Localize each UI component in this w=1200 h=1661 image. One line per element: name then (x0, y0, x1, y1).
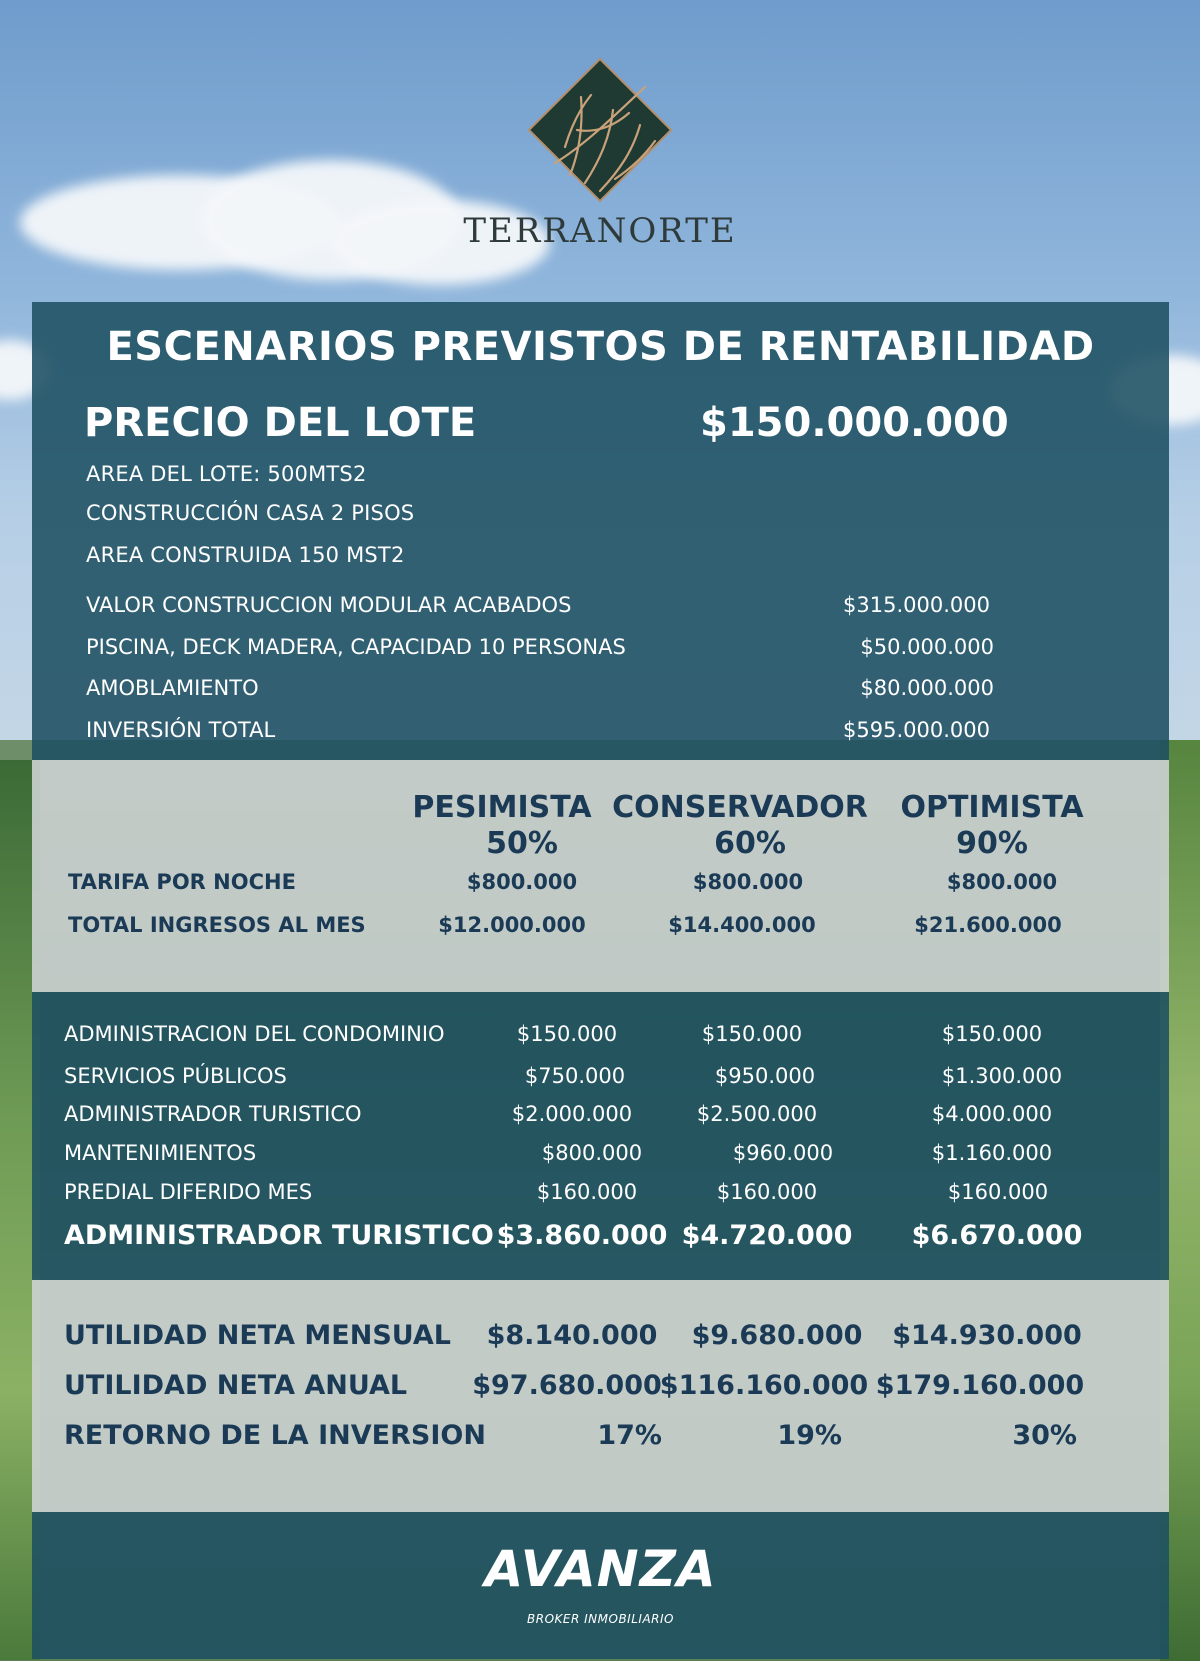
info-line: CONSTRUCCIÓN CASA 2 PISOS (86, 501, 415, 525)
expense-row-label: SERVICIOS PÚBLICOS (64, 1064, 287, 1088)
expense-cell: $2.500.000 (696, 1102, 818, 1126)
expense-cell: $950.000 (714, 1064, 816, 1088)
expense-total-cell: $3.860.000 (496, 1220, 668, 1251)
cost-value: $595.000.000 (843, 718, 990, 742)
cost-label: AMOBLAMIENTO (86, 676, 259, 700)
result-cell: $179.160.000 (875, 1370, 1085, 1401)
scenario-name: PESIMISTA (412, 790, 592, 825)
expense-cell: $150.000 (941, 1022, 1043, 1046)
expense-cell: $150.000 (516, 1022, 618, 1046)
scenarios-income-section (32, 760, 1169, 992)
scenario-occupancy: 50% (486, 826, 558, 861)
terranorte-logo (0, 55, 1200, 251)
expense-cell: $800.000 (541, 1141, 643, 1165)
income-row-label: TOTAL INGRESOS AL MES (68, 913, 366, 937)
expense-cell: $160.000 (716, 1180, 818, 1204)
expense-row-label: ADMINISTRADOR TURISTICO (64, 1102, 362, 1126)
expense-cell: $160.000 (947, 1180, 1049, 1204)
expense-cell: $160.000 (536, 1180, 638, 1204)
expense-total-label: ADMINISTRADOR TURISTICO (64, 1220, 494, 1251)
scenario-header-conservador (610, 790, 870, 862)
expenses-section (32, 992, 1169, 1280)
cost-value: $50.000.000 (860, 635, 994, 659)
result-row-label: UTILIDAD NETA ANUAL (64, 1370, 408, 1401)
expense-cell: $150.000 (701, 1022, 803, 1046)
scenario-header-pesimista (392, 790, 612, 862)
result-row-label: UTILIDAD NETA MENSUAL (64, 1320, 451, 1351)
income-cell: $800.000 (692, 870, 804, 894)
expense-row-label: MANTENIMIENTOS (64, 1141, 257, 1165)
result-cell: 19% (777, 1420, 842, 1451)
avanza-logo: AVANZA (484, 1540, 717, 1598)
expense-cell: $2.000.000 (511, 1102, 633, 1126)
cost-value: $315.000.000 (843, 593, 990, 617)
cost-label: PISCINA, DECK MADERA, CAPACIDAD 10 PERSONAS (86, 635, 626, 659)
result-cell: $14.930.000 (892, 1320, 1082, 1351)
income-cell: $14.400.000 (668, 913, 816, 937)
result-cell: $97.680.000 (472, 1370, 662, 1401)
footer-section (32, 1512, 1169, 1659)
info-line: AREA CONSTRUIDA 150 MST2 (86, 543, 405, 567)
expense-total-cell: $4.720.000 (681, 1220, 853, 1251)
result-cell: $116.160.000 (659, 1370, 869, 1401)
cost-label: INVERSIÓN TOTAL (86, 718, 276, 742)
expense-cell: $4.000.000 (931, 1102, 1053, 1126)
cost-value: $80.000.000 (860, 676, 994, 700)
results-section (32, 1280, 1169, 1512)
lot-price-label: PRECIO DEL LOTE (84, 400, 477, 446)
expense-total-cell: $6.670.000 (911, 1220, 1083, 1251)
income-cell: $800.000 (466, 870, 578, 894)
scenario-occupancy: 60% (714, 826, 786, 861)
page-title: ESCENARIOS PREVISTOS DE RENTABILIDAD (106, 324, 1095, 370)
expense-cell: $1.300.000 (941, 1064, 1063, 1088)
result-row-label: RETORNO DE LA INVERSION (64, 1420, 486, 1451)
scenario-name: OPTIMISTA (900, 790, 1084, 825)
expense-cell: $1.160.000 (931, 1141, 1053, 1165)
leaf-diamond-icon (525, 55, 675, 205)
income-cell: $12.000.000 (438, 913, 586, 937)
income-cell: $21.600.000 (914, 913, 1062, 937)
income-cell: $800.000 (946, 870, 1058, 894)
expense-row-label: ADMINISTRACION DEL CONDOMINIO (64, 1022, 445, 1046)
cost-label: VALOR CONSTRUCCION MODULAR ACABADOS (86, 593, 572, 617)
result-cell: $9.680.000 (691, 1320, 863, 1351)
expense-cell: $960.000 (732, 1141, 834, 1165)
info-line: AREA DEL LOTE: 500MTS2 (86, 462, 367, 486)
scenario-header-optimista (892, 790, 1092, 862)
avanza-tagline: BROKER INMOBILIARIO (527, 1612, 674, 1626)
investment-section (32, 302, 1169, 760)
scenario-occupancy: 90% (956, 826, 1028, 861)
expense-row-label: PREDIAL DIFERIDO MES (64, 1180, 313, 1204)
expense-cell: $750.000 (524, 1064, 626, 1088)
scenario-name: CONSERVADOR (612, 790, 868, 825)
result-cell: $8.140.000 (486, 1320, 658, 1351)
brand-name: TERRANORTE (463, 211, 737, 251)
lot-price-value: $150.000.000 (700, 400, 1009, 446)
result-cell: 17% (597, 1420, 662, 1451)
result-cell: 30% (1012, 1420, 1077, 1451)
income-row-label: TARIFA POR NOCHE (68, 870, 296, 894)
profitability-panel (32, 302, 1169, 1659)
